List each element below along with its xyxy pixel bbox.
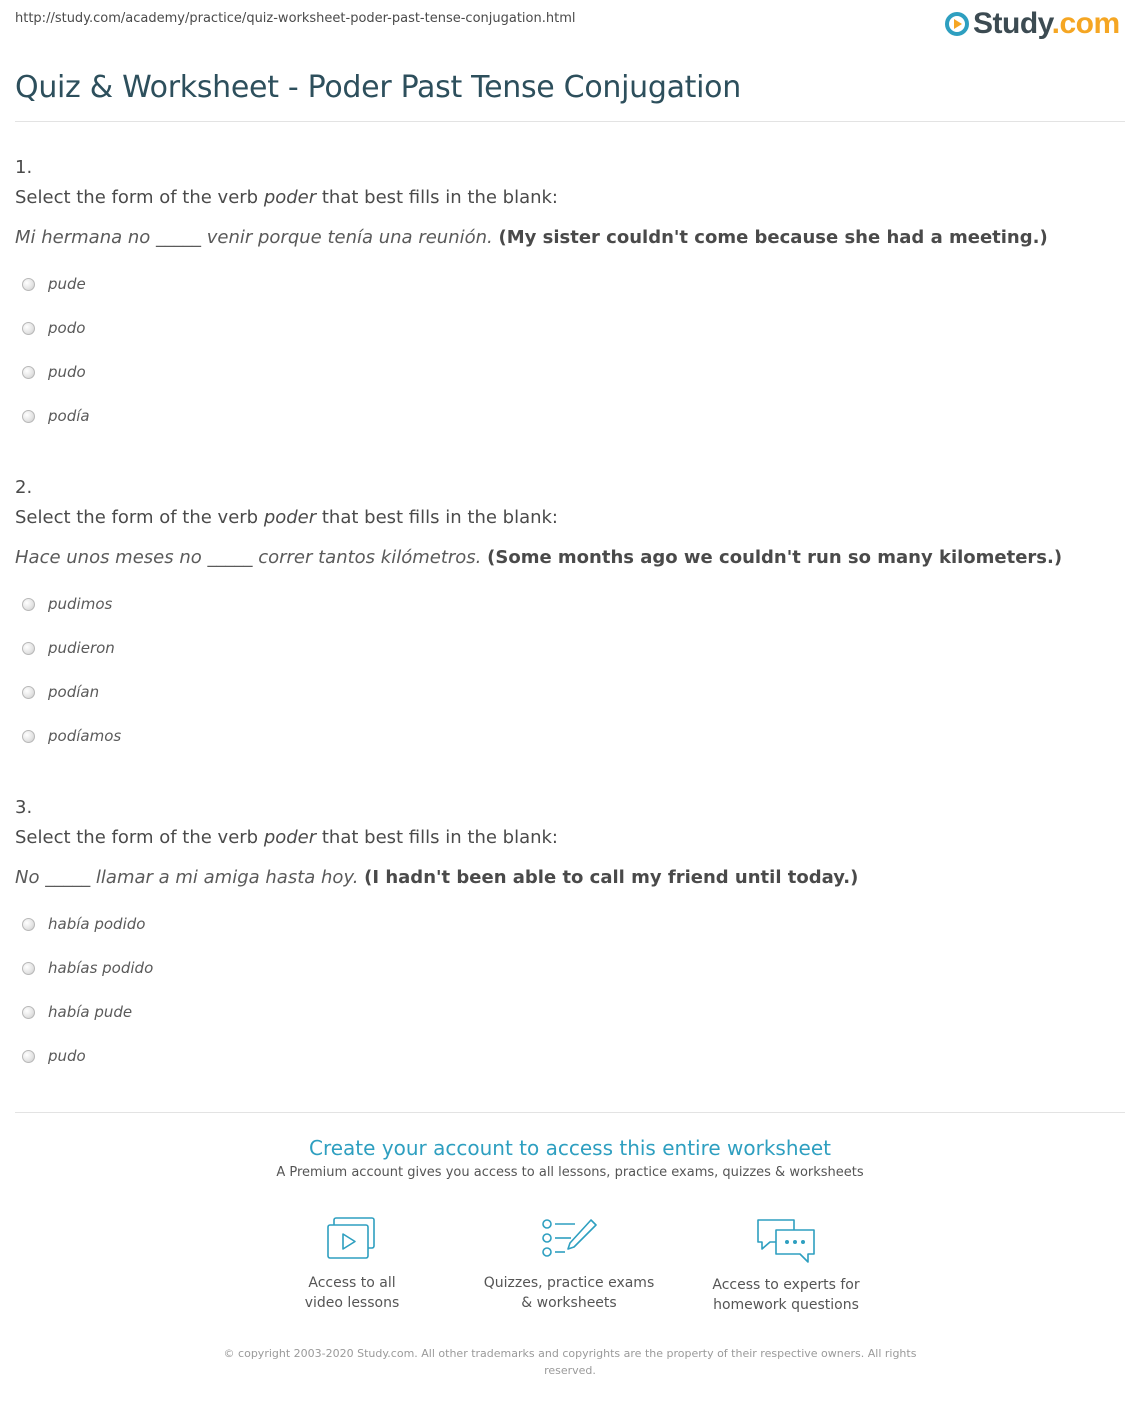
copyright-notice: © copyright 2003-2020 Study.com. All other trademarks and copyrights are the property of their respective owners. All rights reserved.: [223, 1347, 917, 1377]
radio-button[interactable]: [22, 686, 35, 699]
feature-text: Access to all video lessons: [304, 1275, 400, 1311]
answer-option[interactable]: podo: [15, 318, 1125, 362]
answer-option[interactable]: podían: [15, 682, 1125, 726]
quiz-checklist-icon: [541, 1216, 597, 1262]
feature-experts: [686, 1216, 886, 1315]
radio-button[interactable]: [22, 366, 35, 379]
question-1: [15, 155, 1125, 450]
radio-button[interactable]: [22, 918, 35, 931]
answer-option[interactable]: pudo: [15, 1046, 1125, 1090]
answer-option[interactable]: había podido: [15, 914, 1125, 958]
question-prompt: Select the form of the verb poder that best fills in the blank:: [15, 187, 558, 208]
radio-button[interactable]: [22, 1006, 35, 1019]
feature-text: Access to experts for homework questions: [712, 1277, 860, 1313]
answer-options: [15, 914, 1125, 1090]
answer-option[interactable]: habías podido: [15, 958, 1125, 1002]
question-number: 3.: [15, 797, 33, 818]
question-3: [15, 795, 1125, 1090]
feature-text: Quizzes, practice exams & worksheets: [483, 1275, 655, 1311]
question-number: 1.: [15, 157, 33, 178]
logo-wordmark: Study.com: [973, 7, 1120, 40]
source-url: http://study.com/academy/practice/quiz-worksheet-poder-past-tense-conjugation.html: [15, 11, 576, 26]
answer-option[interactable]: había pude: [15, 1002, 1125, 1046]
answer-option[interactable]: pudimos: [15, 594, 1125, 638]
radio-button[interactable]: [22, 598, 35, 611]
cta-subtitle: A Premium account gives you access to all lessons, practice exams, quizzes & worksheets: [276, 1165, 864, 1180]
study-logo[interactable]: [944, 7, 1120, 41]
play-circle-icon: [944, 11, 970, 37]
question-sentence: Mi hermana no _____ venir porque tenía una reunión. (My sister couldn't come because she had a meeting.): [15, 227, 1048, 248]
question-prompt: Select the form of the verb poder that best fills in the blank:: [15, 507, 558, 528]
page-title: Quiz & Worksheet - Poder Past Tense Conjugation: [15, 70, 741, 105]
answer-option[interactable]: pudieron: [15, 638, 1125, 682]
question-sentence: Hace unos meses no _____ correr tantos kilómetros. (Some months ago we couldn't run so many kilometers.): [15, 547, 1063, 568]
question-number: 2.: [15, 477, 33, 498]
radio-button[interactable]: [22, 962, 35, 975]
signup-cta: [0, 1134, 1140, 1180]
answer-option[interactable]: pudo: [15, 362, 1125, 406]
question-sentence: No _____ llamar a mi amiga hasta hoy. (I hadn't been able to call my friend until today.): [15, 867, 859, 888]
radio-button[interactable]: [22, 1050, 35, 1063]
radio-button[interactable]: [22, 278, 35, 291]
radio-button[interactable]: [22, 322, 35, 335]
expert-chat-icon: [754, 1216, 818, 1264]
answer-options: [15, 594, 1125, 770]
question-2: [15, 475, 1125, 770]
section-divider: [15, 1112, 1125, 1113]
answer-option[interactable]: podía: [15, 406, 1125, 450]
feature-video-lessons: [252, 1216, 452, 1313]
radio-button[interactable]: [22, 410, 35, 423]
feature-quizzes: [469, 1216, 669, 1313]
title-divider: [15, 121, 1125, 122]
answer-options: [15, 274, 1125, 450]
video-lesson-icon: [326, 1216, 378, 1262]
answer-option[interactable]: podíamos: [15, 726, 1125, 770]
radio-button[interactable]: [22, 730, 35, 743]
question-prompt: Select the form of the verb poder that best fills in the blank:: [15, 827, 558, 848]
radio-button[interactable]: [22, 642, 35, 655]
answer-option[interactable]: pude: [15, 274, 1125, 318]
cta-title[interactable]: Create your account to access this entire worksheet: [309, 1136, 831, 1160]
